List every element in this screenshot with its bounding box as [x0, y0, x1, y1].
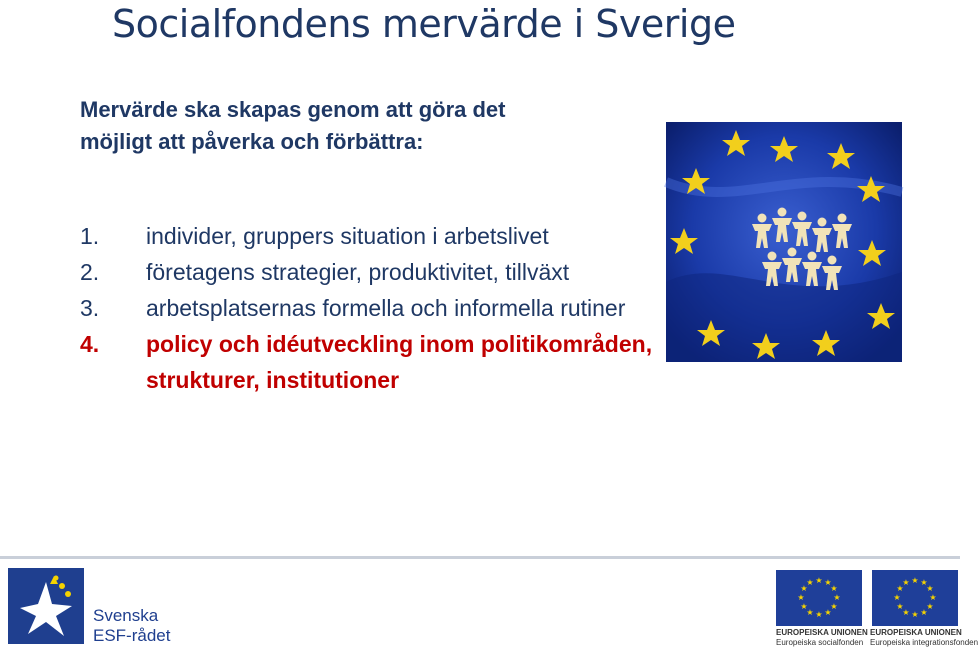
- list-item-text: företagens strategier, produktivitet, tillväxt: [146, 259, 570, 285]
- intro-line-1: Mervärde ska skapas genom att göra det: [80, 97, 506, 122]
- svg-text:★: ★: [893, 593, 901, 602]
- eu-flag-icon: [872, 570, 958, 626]
- footer-divider: [0, 556, 960, 559]
- list-item: [80, 290, 660, 326]
- list-item-text: individer, gruppers situation i arbetslivet: [146, 223, 549, 249]
- svg-text:★: ★: [824, 608, 832, 617]
- eu-caption-integration-fund: [870, 628, 978, 648]
- slide-title: Socialfondens mervärde i Sverige: [112, 2, 736, 46]
- svg-text:★: ★: [824, 578, 832, 587]
- svg-text:★: ★: [929, 593, 937, 602]
- svg-text:★: ★: [902, 578, 910, 587]
- esf-star-logo-icon: [8, 568, 84, 644]
- svg-text:★: ★: [833, 593, 841, 602]
- svg-text:★: ★: [896, 602, 904, 611]
- svg-text:★: ★: [920, 608, 928, 617]
- svg-text:★: ★: [830, 602, 838, 611]
- esf-line-1: Svenska: [93, 606, 159, 625]
- list-item-text: arbetsplatsernas formella och informella rutiner: [146, 295, 626, 321]
- list-item-number: 1.: [80, 223, 100, 249]
- list-item: [80, 218, 660, 254]
- eu-union-label: EUROPEISKA UNIONEN: [870, 628, 962, 637]
- svg-text:★: ★: [926, 584, 934, 593]
- svg-text:★: ★: [800, 602, 808, 611]
- svg-text:★: ★: [800, 584, 808, 593]
- svg-text:★: ★: [815, 576, 823, 585]
- svg-text:★: ★: [926, 602, 934, 611]
- svg-text:★: ★: [920, 578, 928, 587]
- svg-text:★: ★: [911, 576, 919, 585]
- eu-flag-photo: [666, 122, 902, 362]
- list-item-number: 3.: [80, 295, 100, 321]
- list-item-number: 2.: [80, 259, 100, 285]
- svg-text:★: ★: [806, 608, 814, 617]
- list-item: [80, 254, 660, 290]
- objectives-list: [80, 218, 660, 398]
- svg-text:★: ★: [911, 610, 919, 619]
- svg-text:★: ★: [902, 608, 910, 617]
- svg-text:★: ★: [797, 593, 805, 602]
- svg-text:★: ★: [896, 584, 904, 593]
- eu-union-label: EUROPEISKA UNIONEN: [776, 628, 868, 637]
- fund-label: Europeiska integrationsfonden: [870, 638, 978, 647]
- eu-caption-social-fund: [776, 628, 866, 648]
- eu-flag-icon: [776, 570, 862, 626]
- svg-text:★: ★: [806, 578, 814, 587]
- esf-line-2: ESF-rådet: [93, 626, 171, 645]
- list-item-text: policy och idéutveckling inom politikområden, strukturer, institutioner: [146, 331, 653, 393]
- svg-text:★: ★: [830, 584, 838, 593]
- svg-text:★: ★: [815, 610, 823, 619]
- intro-text: [80, 94, 640, 158]
- intro-line-2: möjligt att påverka och förbättra:: [80, 129, 424, 154]
- list-item-highlighted: [80, 326, 660, 398]
- list-item-number: 4.: [80, 331, 100, 357]
- fund-label: Europeiska socialfonden: [776, 638, 864, 647]
- esf-wordmark: [93, 606, 170, 646]
